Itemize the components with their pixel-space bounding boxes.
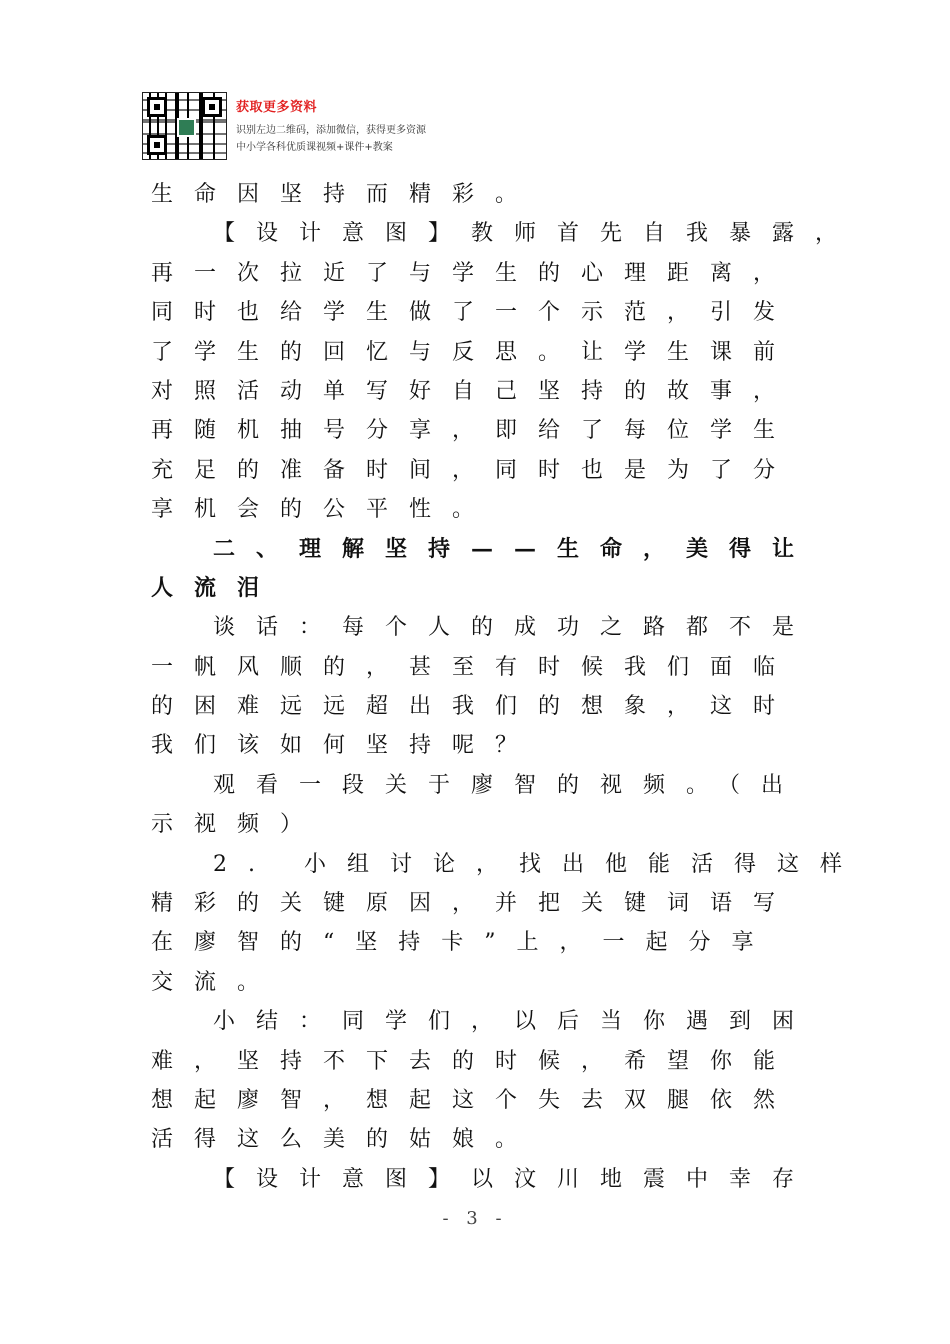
paragraph-line: 的困难远远超出我们的想象，这时 xyxy=(151,694,797,720)
paragraph-line: 活得这么美的姑娘。 xyxy=(151,1127,539,1153)
paragraph-line: 生命因坚持而精彩。 xyxy=(151,182,539,207)
header-title: 获取更多资料 xyxy=(236,100,318,115)
paragraph-line: 精彩的关键原因，并把关键词语写 xyxy=(151,891,797,917)
paragraph-line: 交流。 xyxy=(151,969,281,995)
paragraph-line: 2. 小组讨论，找出他能活得这样 xyxy=(213,851,863,877)
paragraph-line: 了学生的回忆与反思。让学生课前 xyxy=(151,339,797,365)
paragraph-line: 充足的准备时间，同时也是为了分 xyxy=(151,457,797,483)
paragraph-line: 享机会的公平性。 xyxy=(151,497,496,523)
section-heading: 人流泪 xyxy=(151,574,281,601)
section-heading: 二、理解坚持——生命，美得让 xyxy=(213,535,816,562)
paragraph-line: 一帆风顺的，甚至有时候我们面临 xyxy=(151,654,797,680)
paragraph-line: 难，坚持不下去的时候，希望你能 xyxy=(151,1048,797,1074)
qr-finder-icon xyxy=(147,97,167,117)
resource-header xyxy=(142,92,562,162)
page-number: - 3 - xyxy=(442,1208,508,1229)
paragraph-line: 对照活动单写好自己坚持的故事， xyxy=(151,378,797,404)
paragraph-line: 在廖智的“坚持卡”上，一起分享 xyxy=(151,930,775,956)
wechat-logo-icon xyxy=(177,118,196,137)
header-subtitle: 中小学各科优质课视频+课件+教案 xyxy=(236,142,393,153)
qr-code-icon[interactable] xyxy=(142,92,227,160)
paragraph-line: 再一次拉近了与学生的心理距离， xyxy=(151,260,797,286)
paragraph-line: 观看一段关于廖智的视频。（出 xyxy=(213,772,805,798)
paragraph-line: 【设计意图】教师首先自我暴露， xyxy=(213,221,859,247)
paragraph-line: 小结：同学们，以后当你遇到困 xyxy=(213,1009,816,1035)
paragraph-line: 我们该如何坚持呢？ xyxy=(151,733,539,759)
paragraph-line: 【设计意图】以汶川地震中幸存 xyxy=(213,1166,816,1192)
qr-finder-icon xyxy=(202,97,222,117)
paragraph-line: 同时也给学生做了一个示范，引发 xyxy=(151,300,797,326)
document-body xyxy=(151,175,863,1199)
paragraph-line: 想起廖智，想起这个失去双腿依然 xyxy=(151,1087,797,1113)
qr-finder-icon xyxy=(147,135,167,155)
paragraph-line: 谈话：每个人的成功之路都不是 xyxy=(213,615,816,641)
paragraph-line: 示视频） xyxy=(151,812,324,838)
header-subtitle: 识别左边二维码，添加微信，获得更多资源 xyxy=(236,125,426,136)
paragraph-line: 再随机抽号分享，即给了每位学生 xyxy=(151,418,797,444)
